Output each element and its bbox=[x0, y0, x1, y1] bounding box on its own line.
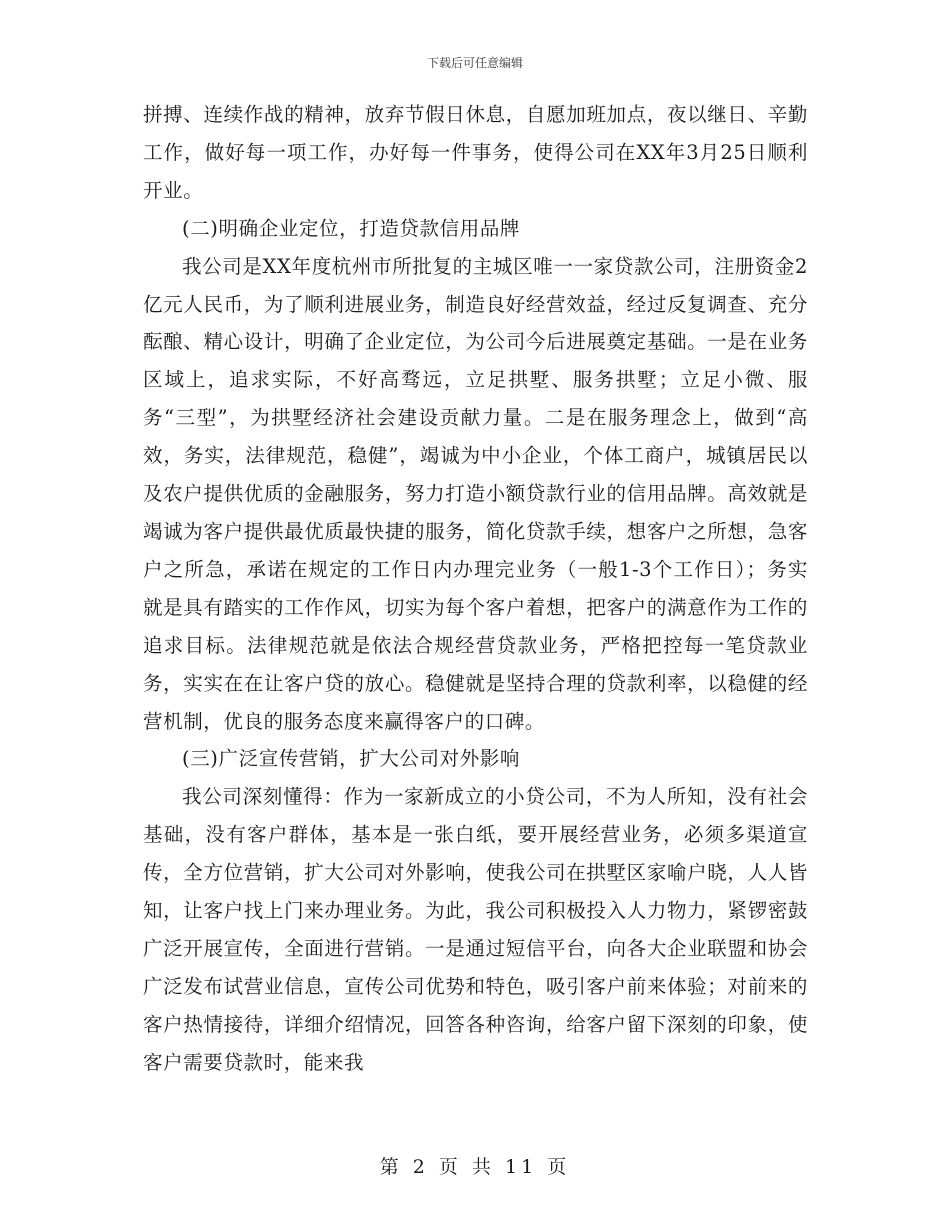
page-number-footer: 第 2 页 共 11 页 bbox=[379, 1156, 571, 1178]
section-heading-3: (三)广泛宣传营销，扩大公司对外影响 bbox=[182, 747, 521, 771]
paragraph-continuation: 拼搏、连续作战的精神，放弃节假日休息，自愿加班加点，夜以继日、辛勤工作，做好每一项工作，办好每一件事务，使得公司在XX年3月25日顺利开业。 bbox=[143, 103, 808, 202]
document-body bbox=[143, 96, 808, 1082]
header-note: 下载后可任意编辑 bbox=[426, 56, 523, 70]
paragraph-company-positioning: 我公司是XX年度杭州市所批复的主城区唯一一家贷款公司，注册资金2亿元人民币，为了顺利进展业务，制造良好经营效益，经过反复调查、充分酝酿、精心设计，明确了企业定位，为公司今后进展奠定基础。一是在业务区域上，追求实际，不好高骛远，立足拱墅、服务拱墅；立足小微、服务“三型”，为拱墅经济社会建设贡献力量。二是在服务理念上，做到“高效，务实，法律规范，稳健”，竭诚为中小企业，个体工商户，城镇居民以及农户提供优质的金融服务，努力打造小额贷款行业的信用品牌。高效就是竭诚为客户提供最优质最快捷的服务，简化贷款手续，想客户之所想，急客户之所急，承诺在规定的工作日内办理完业务（一般1-3个工作日）；务实就是具有踏实的工作作风，切实为每个客户着想，把客户的满意作为工作的追求目标。法律规范就是依法合规经营贷款业务，严格把控每一笔贷款业务，实实在在让客户贷的放心。稳健就是坚持合理的贷款利率，以稳健的经营机制，优良的服务态度来赢得客户的口碑。 bbox=[143, 254, 808, 733]
section-heading-2: (二)明确企业定位，打造贷款信用品牌 bbox=[182, 216, 521, 240]
paragraph-marketing: 我公司深刻懂得：作为一家新成立的小贷公司，不为人所知，没有社会基础，没有客户群体，基本是一张白纸，要开展经营业务，必须多渠道宣传，全方位营销，扩大公司对外影响，使我公司在拱墅区家喻户晓，人人皆知，让客户找上门来办理业务。为此，我公司积极投入人力物力，紧锣密鼓广泛开展宣传，全面进行营销。一是通过短信平台，向各大企业联盟和协会广泛发布试营业信息，宣传公司优势和特色，吸引客户前来体验；对前来的客户热情接待，详细介绍情况，回答各种咨询，给客户留下深刻的印象，使客户需要贷款时，能来我 bbox=[143, 785, 808, 1074]
